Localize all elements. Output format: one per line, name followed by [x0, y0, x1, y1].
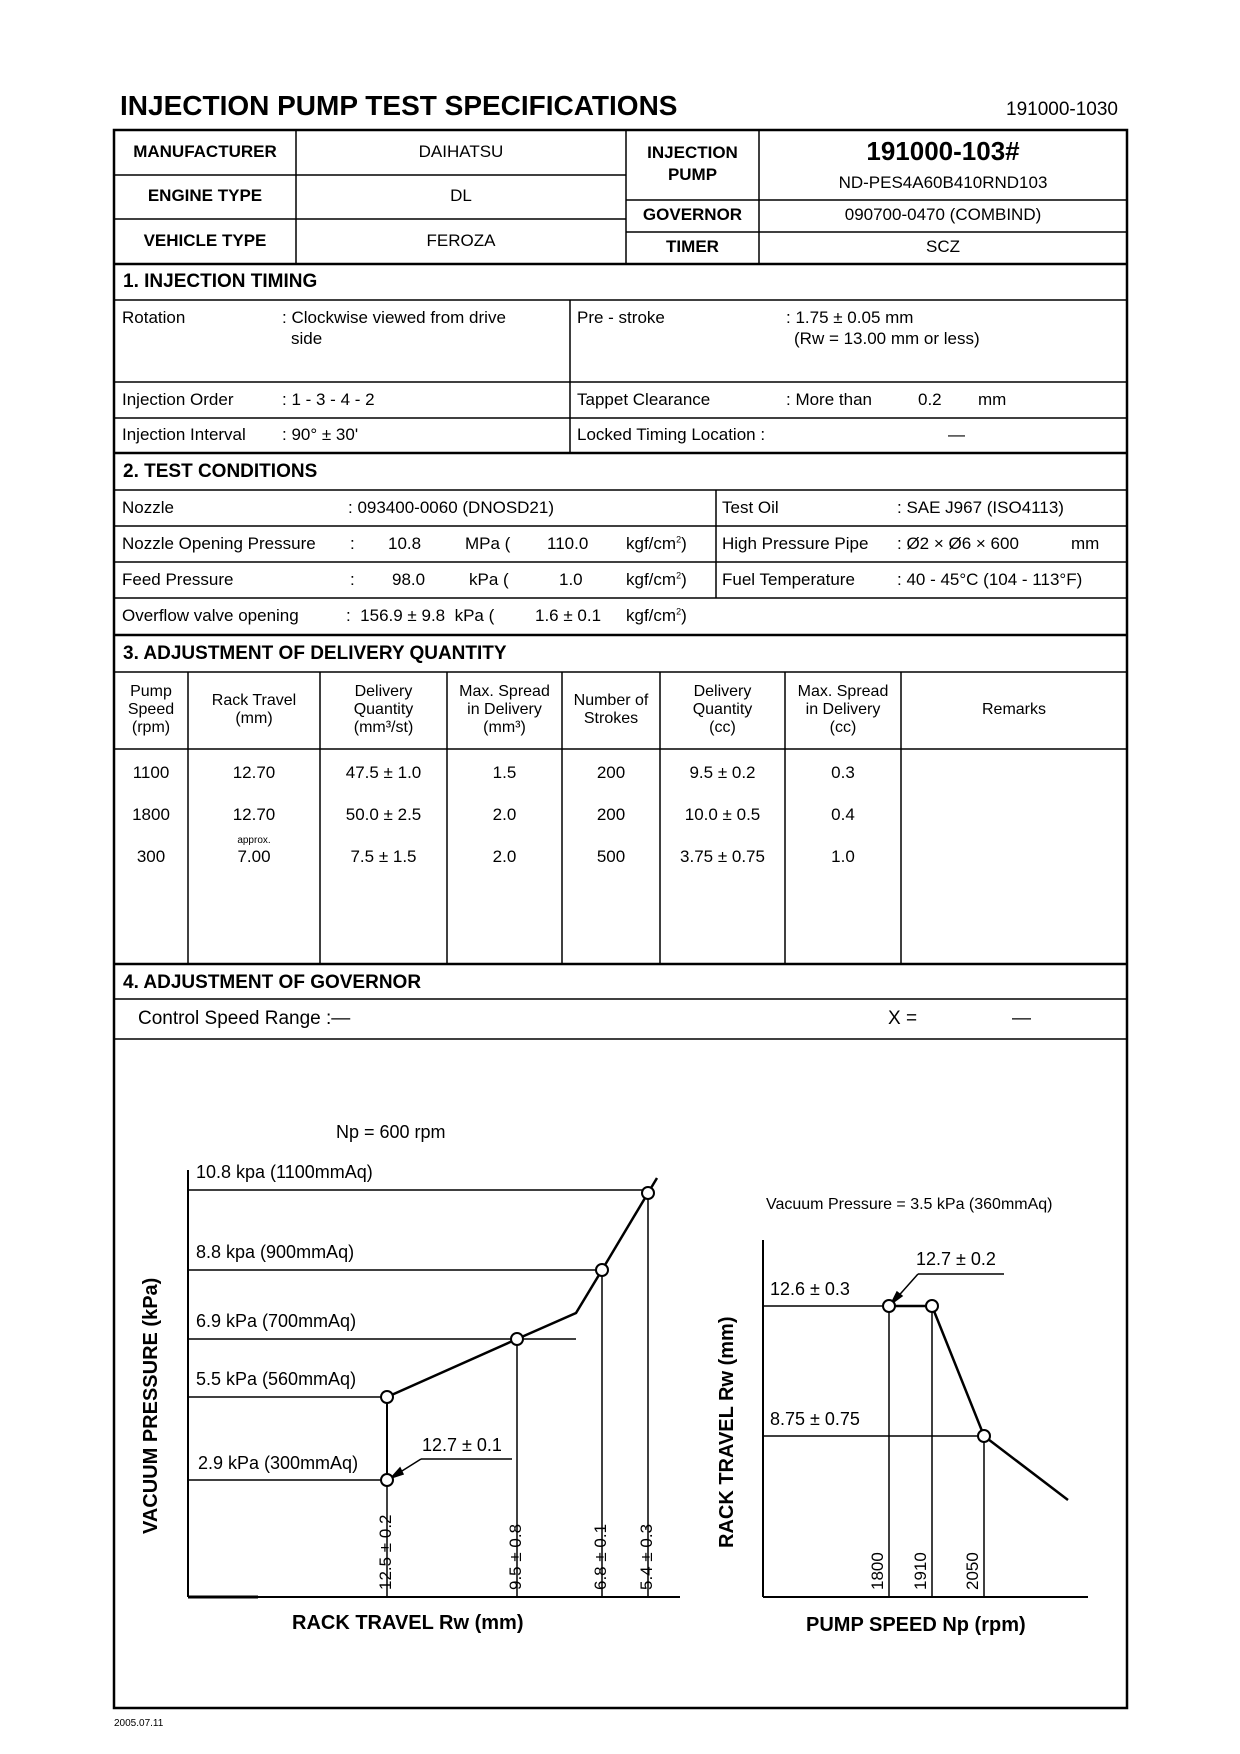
tappet-unit: mm: [978, 390, 1007, 409]
high-pressure-pipe-label: High Pressure Pipe: [722, 534, 869, 553]
fuel-temperature-label: Fuel Temperature: [722, 570, 855, 589]
injection-order-label: Injection Order: [122, 390, 234, 409]
delivery-column-header: Rack Travel (mm): [211, 692, 297, 727]
delivery-cell-strokes: 200: [596, 763, 626, 782]
left-chart-x-ref-label: 12.5 ± 0.2: [376, 1514, 395, 1590]
delivery-column-header: Delivery Quantity (mm³/st): [353, 683, 414, 736]
left-chart-title: Np = 600 rpm: [336, 1122, 446, 1142]
manufacturer-value: DAIHATSU: [418, 142, 504, 161]
x-label: X =: [888, 1008, 918, 1029]
right-chart-x-ref-label: 1910: [911, 1552, 930, 1590]
delivery-cell-strokes: 500: [596, 847, 626, 866]
governor-label: GOVERNOR: [642, 205, 743, 224]
right-chart-x-ref-label: 2050: [963, 1552, 982, 1590]
nozzle-opening-pressure-label: Nozzle Opening Pressure: [122, 534, 316, 553]
feed-colon: :: [350, 570, 355, 589]
injection-pump-label-2: PUMP: [667, 165, 718, 184]
delivery-cell-rack: 7.00: [237, 847, 271, 866]
section-governor: 4. ADJUSTMENT OF GOVERNOR: [123, 972, 422, 993]
delivery-cell-qty: 47.5 ± 1.0: [345, 763, 422, 782]
overflow-valve-label: Overflow valve opening: [122, 606, 299, 625]
overflow-valve-value: : 156.9 ± 9.8 kPa (: [346, 606, 495, 625]
timer-label: TIMER: [666, 237, 719, 256]
delivery-cell-rack: 12.70: [232, 763, 276, 782]
nop-mpa: 10.8: [388, 534, 422, 553]
section-delivery: 3. ADJUSTMENT OF DELIVERY QUANTITY: [123, 643, 507, 664]
left-chart-point: [381, 1474, 393, 1486]
right-chart-y-axis-label: RACK TRAVEL Rw (mm): [716, 1316, 738, 1548]
left-chart-point: [642, 1187, 654, 1199]
delivery-cell-speed: 300: [136, 847, 166, 866]
delivery-cell-speed: 1100: [132, 763, 170, 782]
delivery-column-header: Max. Spread in Delivery (cc): [797, 683, 889, 736]
test-oil-value: : SAE J967 (ISO4113): [897, 498, 1064, 517]
left-chart-y-axis-label: VACUUM PRESSURE (kPa): [140, 1277, 162, 1534]
feed-kpa: 98.0: [392, 570, 426, 589]
page-title: INJECTION PUMP TEST SPECIFICATIONS: [120, 90, 678, 121]
section-injection-timing: 1. INJECTION TIMING: [123, 271, 318, 292]
nozzle-value: : 093400-0060 (DNOSD21): [348, 498, 555, 517]
vehicle-type-label: VEHICLE TYPE: [143, 231, 267, 250]
delivery-cell-qty_cc: 3.75 ± 0.75: [680, 847, 765, 866]
nop-kgf-unit: kgf/$cm^2$): [626, 534, 687, 553]
delivery-column-header: Max. Spread in Delivery (mm³): [459, 683, 550, 736]
rack-travel-note: approx.: [237, 835, 271, 846]
left-chart-point: [381, 1391, 393, 1403]
test-oil-label: Test Oil: [722, 498, 779, 517]
left-chart-x-ref-label: 9.5 ± 0.8: [506, 1523, 525, 1590]
nozzle-label: Nozzle: [122, 498, 174, 517]
right-chart-point: [883, 1300, 895, 1312]
delivery-column-header: Number of Strokes: [573, 692, 649, 727]
delivery-cell-spread_cc: 0.4: [831, 805, 855, 824]
delivery-cell-strokes: 200: [596, 805, 626, 824]
nop-colon: :: [350, 534, 355, 553]
left-chart-x-axis-label: RACK TRAVEL Rw (mm): [292, 1612, 524, 1634]
delivery-cell-spread: 1.5: [492, 763, 517, 782]
doc-number: 191000-1030: [1006, 99, 1118, 120]
delivery-cell-spread_cc: 0.3: [831, 763, 855, 782]
left-chart-ref-label: 2.9 kPa (300mmAq): [198, 1453, 359, 1473]
right-chart-ref-label: 8.75 ± 0.75: [770, 1409, 860, 1429]
rotation-label: Rotation: [122, 308, 186, 327]
locked-timing-label: Locked Timing Location :: [577, 425, 766, 444]
right-chart-x-axis-label: PUMP SPEED Np (rpm): [806, 1614, 1026, 1636]
tappet-prefix: : More than: [786, 390, 872, 409]
delivery-column-header: Remarks: [981, 701, 1046, 718]
control-speed-range: Control Speed Range :—: [138, 1008, 351, 1029]
injection-interval-value: : 90° ± 30': [282, 425, 359, 444]
injection-pump-label-1: INJECTION: [647, 143, 738, 162]
injection-interval-label: Injection Interval: [122, 425, 246, 444]
manufacturer-label: MANUFACTURER: [133, 142, 277, 161]
engine-type-value: DL: [450, 186, 472, 205]
injection-order-value: : 1 - 3 - 4 - 2: [282, 390, 375, 409]
high-pressure-pipe-unit: mm: [1071, 534, 1100, 553]
fuel-temperature-value: : 40 - 45°C (104 - 113°F): [897, 570, 1083, 589]
section-test-conditions: 2. TEST CONDITIONS: [123, 461, 318, 482]
delivery-cell-spread: 2.0: [492, 847, 517, 866]
right-chart-ref-label: 12.6 ± 0.3: [770, 1279, 850, 1299]
engine-type-label: ENGINE TYPE: [147, 186, 263, 205]
timer-value: SCZ: [926, 237, 960, 256]
nop-mpa-unit: MPa (: [465, 534, 511, 553]
delivery-cell-rack: 12.70: [232, 805, 276, 824]
prestroke-note: (Rw = 13.00 mm or less): [794, 329, 980, 348]
delivery-cell-spread: 2.0: [492, 805, 517, 824]
feed-kgf-unit: kgf/$cm^2$): [626, 570, 687, 589]
right-chart-curve: [889, 1306, 1068, 1500]
pump-model: ND-PES4A60B410RND103: [838, 173, 1048, 192]
left-chart-x-ref-label: 6.8 ± 0.1: [591, 1523, 610, 1590]
left-chart-point: [596, 1264, 608, 1276]
left-chart-annotation: 12.7 ± 0.1: [422, 1435, 502, 1455]
tappet-label: Tappet Clearance: [577, 390, 711, 409]
overflow-kgf-unit: kgf/$cm^2$): [626, 606, 687, 625]
right-chart-x-ref-label: 1800: [868, 1552, 887, 1590]
feed-kpa-unit: kPa (: [469, 570, 509, 589]
prestroke-value: : 1.75 ± 0.05 mm: [786, 308, 914, 327]
feed-kgf: 1.0: [559, 570, 583, 589]
left-chart-ref-label: 10.8 kpa (1100mmAq): [196, 1162, 373, 1182]
delivery-column-header: Delivery Quantity (cc): [692, 683, 753, 736]
print-date: 2005.07.11: [114, 1718, 164, 1729]
delivery-cell-spread_cc: 1.0: [831, 847, 855, 866]
left-chart-ref-label: 8.8 kpa (900mmAq): [196, 1242, 355, 1262]
x-value: —: [1012, 1008, 1031, 1029]
delivery-column-header: Pump Speed (rpm): [127, 683, 175, 736]
delivery-cell-qty_cc: 10.0 ± 0.5: [684, 805, 761, 824]
tappet-value: 0.2: [918, 390, 942, 409]
vehicle-type-value: FEROZA: [426, 231, 496, 250]
delivery-cell-qty_cc: 9.5 ± 0.2: [689, 763, 756, 782]
delivery-cell-qty: 50.0 ± 2.5: [345, 805, 422, 824]
left-chart-curve: [387, 1178, 657, 1397]
left-chart-ref-label: 5.5 kPa (560mmAq): [196, 1369, 357, 1389]
right-chart-point: [926, 1300, 938, 1312]
overflow-kgf: 1.6 ± 0.1: [535, 606, 602, 625]
rotation-value-cont: side: [291, 329, 323, 348]
high-pressure-pipe-value: : Ø2 × Ø6 × 600: [897, 534, 1019, 553]
left-chart-ref-label: 6.9 kPa (700mmAq): [196, 1311, 357, 1331]
right-chart-annotation: 12.7 ± 0.2: [916, 1249, 996, 1269]
rotation-value: : Clockwise viewed from drive: [282, 308, 506, 327]
delivery-cell-speed: 1800: [132, 805, 170, 824]
delivery-cell-qty: 7.5 ± 1.5: [350, 847, 417, 866]
right-chart-point: [978, 1430, 990, 1442]
locked-timing-value: —: [948, 425, 965, 444]
left-chart-point: [511, 1333, 523, 1345]
left-chart-x-ref-label: 5.4 ± 0.3: [637, 1523, 656, 1590]
pump-number: 191000-103#: [866, 136, 1020, 166]
prestroke-label: Pre - stroke: [577, 308, 665, 327]
feed-pressure-label: Feed Pressure: [122, 570, 234, 589]
right-chart-title: Vacuum Pressure = 3.5 kPa (360mmAq): [766, 1196, 1053, 1213]
nop-kgf: 110.0: [547, 534, 589, 553]
governor-value: 090700-0470 (COMBIND): [844, 205, 1042, 224]
